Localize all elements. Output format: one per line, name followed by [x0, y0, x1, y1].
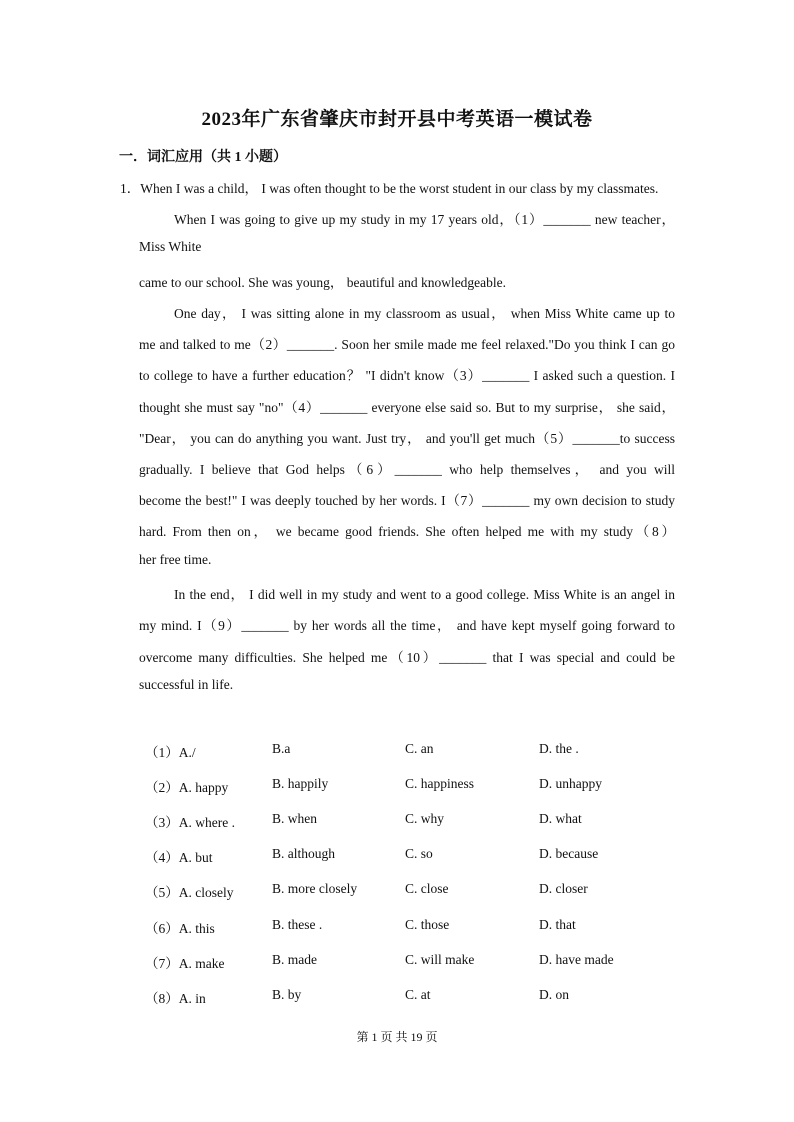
option-a: （3）A. where . — [145, 815, 235, 830]
option-b: B. when — [272, 811, 317, 826]
passage-line: become the best!" I was deeply touched by her words. I（7）_______ my own decision to study — [139, 493, 675, 508]
option-a: （1）A./ — [145, 745, 196, 760]
option-row — [145, 846, 705, 866]
option-b: B. made — [272, 952, 317, 967]
option-a: （7）A. make — [145, 956, 225, 971]
section-heading: 一．词汇应用（共 1 小题） — [119, 150, 287, 165]
passage-line: overcome many difficulties. She helped me（10）_______ that I was special and could be — [139, 650, 675, 665]
passage-line: her free time. — [139, 552, 212, 567]
passage-line: gradually. I believe that God helps（6）_______ who help themselves， and you will — [139, 462, 675, 477]
passage-line: to college to have a further education？ "I didn't know（3）_______ I asked such a question. I — [139, 368, 675, 383]
passage-line: When I was going to give up my study in my 17 years old，（1）_______ new teacher， — [174, 212, 675, 227]
passage-line: came to our school. She was young， beautiful and knowledgeable. — [139, 275, 507, 290]
option-row — [145, 741, 705, 761]
passage-line: me and talked to me（2）_______. Soon her smile made me feel relaxed."Do you think I can go — [139, 337, 675, 352]
option-c: C. happiness — [405, 776, 474, 791]
option-d: D. what — [539, 811, 582, 826]
option-a: （8）A. in — [145, 991, 206, 1006]
option-row — [145, 881, 705, 901]
option-a: （2）A. happy — [145, 780, 229, 795]
passage-line: my mind. I（9）_______ by her words all the time， and have kept myself going forward to — [139, 618, 675, 633]
option-d: D. have made — [539, 952, 614, 967]
option-c: C. at — [405, 987, 431, 1002]
option-d: D. closer — [539, 881, 588, 896]
option-b: B. these . — [272, 917, 323, 932]
page-title: 2023年广东省肇庆市封开县中考英语一模试卷 — [201, 109, 593, 130]
option-row — [145, 987, 705, 1007]
option-b: B. although — [272, 846, 335, 861]
passage-line: In the end， I did well in my study and went to a good college. Miss White is an angel in — [174, 587, 675, 602]
option-c: C. an — [405, 741, 434, 756]
passage-line: thought she must say "no"（4）_______ everyone else said so. But to my surprise， she said， — [139, 400, 675, 415]
passage-line: Miss White — [139, 239, 202, 254]
passage-line: "Dear， you can do anything you want. Just try， and you'll get much（5）_______to success — [139, 431, 675, 446]
option-b: B. by — [272, 987, 302, 1002]
passage-line: successful in life. — [139, 677, 234, 692]
option-d: D. on — [539, 987, 569, 1002]
option-d: D. the . — [539, 741, 579, 756]
option-c: C. close — [405, 881, 449, 896]
option-row — [145, 917, 705, 937]
page-footer: 第 1 页 共 19 页 — [356, 1030, 438, 1044]
option-b: B. happily — [272, 776, 329, 791]
option-row — [145, 776, 705, 796]
passage-line: hard. From then on， we became good friends. She often helped me with my study（8） — [139, 524, 675, 539]
option-b: B. more closely — [272, 881, 358, 896]
option-a: （6）A. this — [145, 921, 215, 936]
option-c: C. so — [405, 846, 433, 861]
passage-line: 1．When I was a child， I was often thought to be the worst student in our class by my classmates. — [120, 181, 659, 196]
option-row — [145, 811, 705, 831]
option-b: B.a — [272, 741, 291, 756]
option-d: D. unhappy — [539, 776, 602, 791]
option-d: D. that — [539, 917, 576, 932]
option-a: （5）A. closely — [145, 885, 234, 900]
option-a: （4）A. but — [145, 850, 213, 865]
option-c: C. will make — [405, 952, 475, 967]
passage-line: One day， I was sitting alone in my classroom as usual， when Miss White came up to — [174, 306, 675, 321]
option-row — [145, 952, 705, 972]
option-d: D. because — [539, 846, 599, 861]
option-c: C. those — [405, 917, 450, 932]
option-c: C. why — [405, 811, 445, 826]
